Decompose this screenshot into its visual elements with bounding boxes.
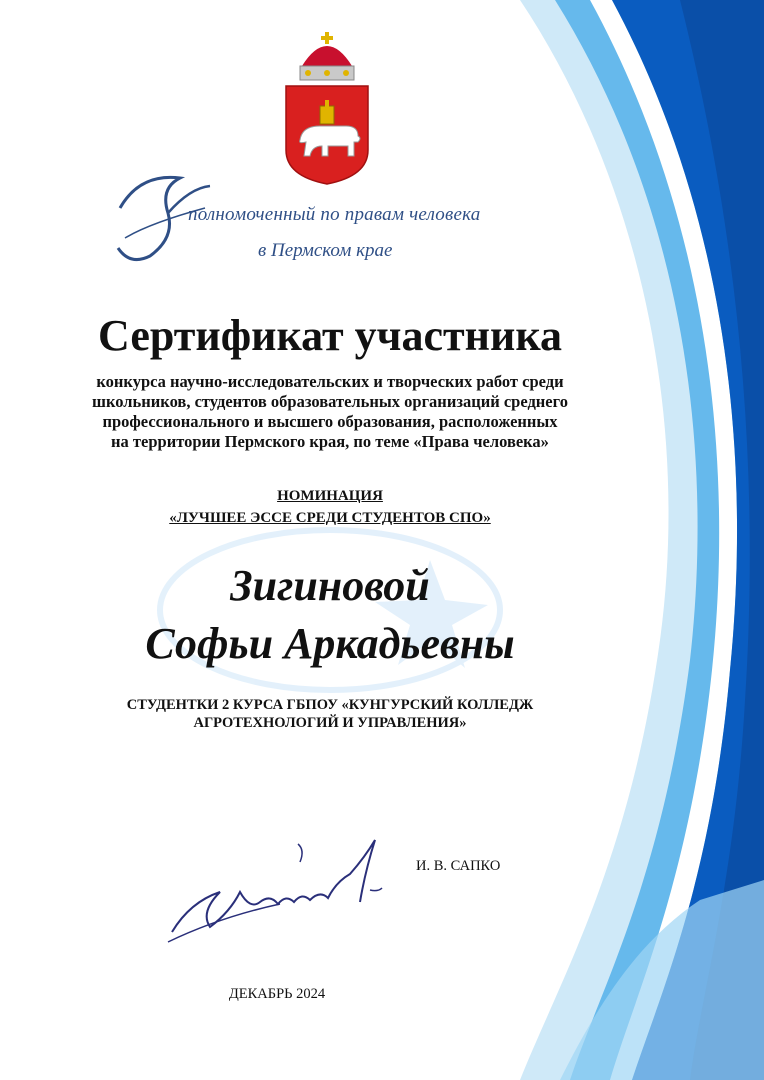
org-name-line1: полномоченный по правам человека <box>188 204 481 225</box>
recipient-given-names: Софьи Аркадьевны <box>145 619 515 668</box>
description-line: конкурса научно-исследовательских и творческих работ среди <box>96 372 564 391</box>
certificate-description <box>40 372 620 452</box>
description-line: на территории Пермского края, по теме «Права человека» <box>111 432 549 451</box>
student-line: СТУДЕНТКИ 2 КУРСА ГБПОУ «КУНГУРСКИЙ КОЛЛЕДЖ <box>126 697 534 713</box>
student-affiliation <box>60 696 600 732</box>
org-name-line2: в Пермском крае <box>258 240 393 261</box>
signer-name: И. В. САПКО <box>416 858 501 874</box>
certificate-title: Сертификат участника <box>98 311 562 360</box>
perm-krai-coat-of-arms-icon <box>272 28 382 188</box>
description-line: школьников, студентов образовательных организаций среднего <box>92 392 568 411</box>
handwritten-signature <box>160 832 390 952</box>
nomination-label: НОМИНАЦИЯ <box>277 488 383 504</box>
nomination-value: «ЛУЧШЕЕ ЭССЕ СРЕДИ СТУДЕНТОВ СПО» <box>169 510 491 526</box>
issue-date: ДЕКАБРЬ 2024 <box>228 986 326 1002</box>
student-line: АГРОТЕХНОЛОГИЙ И УПРАВЛЕНИЯ» <box>193 715 467 731</box>
recipient-surname: Зигиновой <box>230 561 430 610</box>
description-line: профессионального и высшего образования, расположенных <box>102 412 558 431</box>
